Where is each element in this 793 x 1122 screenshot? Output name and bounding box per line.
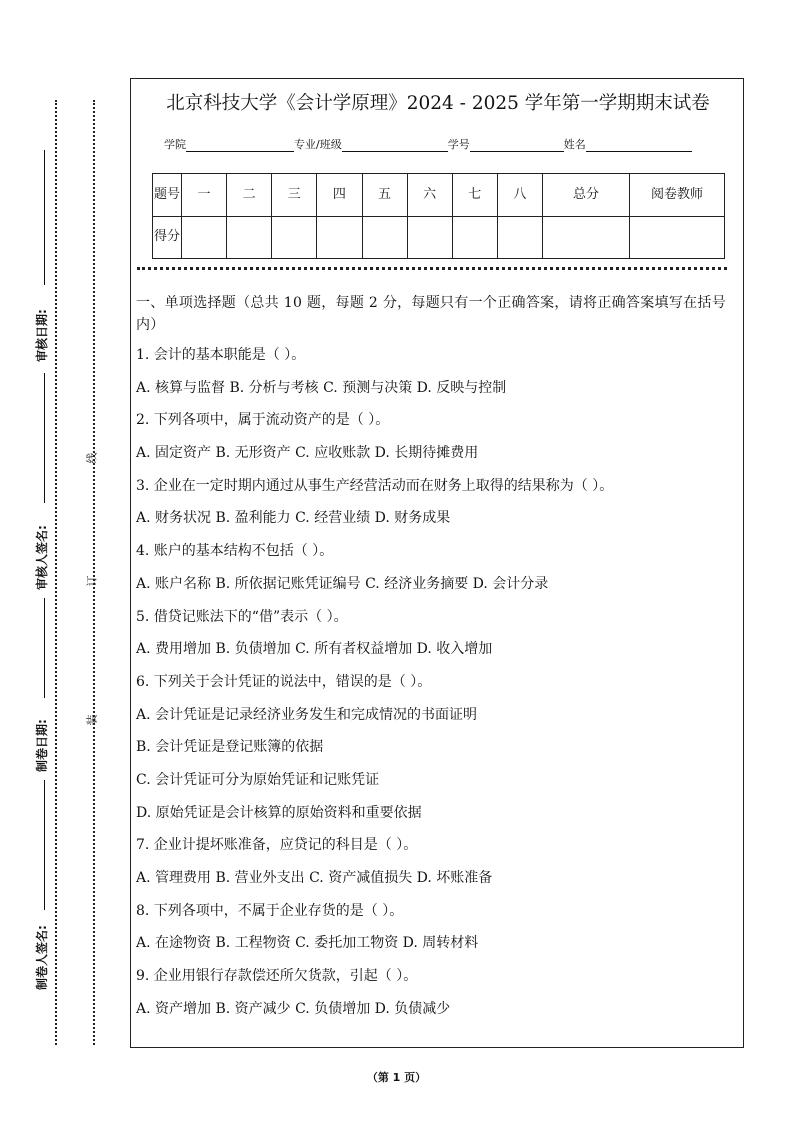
question-line: 4. 账户的基本结构不包括（ ）。 [136, 543, 334, 560]
preparer-signature-label: 制卷人签名: [35, 925, 49, 990]
binding-dotted-line-outer [55, 100, 57, 1045]
preparer-signature-line [44, 780, 45, 910]
question-line: 2. 下列各项中，属于流动资产的是（ ）。 [136, 412, 390, 429]
question-line: 6. 下列关于会计凭证的说法中，错误的是（ ）。 [136, 673, 432, 690]
score-input-6[interactable] [407, 216, 452, 259]
question-options: A. 固定资产 B. 无形资产 C. 应收账款 D. 长期待摊费用 [136, 445, 479, 462]
binding-char-line: 线 [85, 452, 99, 464]
student-info-row [164, 134, 692, 152]
score-cell-section-2: 二 [227, 174, 272, 217]
question-option: B. 会计凭证是登记账簿的依据 [136, 739, 324, 756]
question-options: A. 在途物资 B. 工程物资 C. 委托加工物资 D. 周转材料 [136, 935, 479, 952]
approver-signature-line [44, 373, 45, 503]
question-options: A. 账户名称 B. 所依据记账凭证编号 C. 经济业务摘要 D. 会计分录 [136, 575, 549, 592]
question-line: 8. 下列各项中，不属于企业存货的是（ ）。 [136, 902, 404, 919]
prepare-date-label: 制卷日期: [35, 719, 49, 772]
score-input-7[interactable] [452, 216, 497, 259]
score-cell-question-number: 题号 [153, 174, 182, 217]
question-line: 7. 企业计提坏账准备，应贷记的科目是（ ）。 [136, 837, 418, 854]
prepare-date-line [44, 598, 45, 698]
score-input-total[interactable] [543, 216, 630, 259]
question-options: A. 财务状况 B. 盈利能力 C. 经营业绩 D. 财务成果 [136, 510, 451, 527]
score-table-score-row [153, 216, 725, 259]
score-cell-grader: 阅卷教师 [630, 174, 725, 217]
binding-dotted-line-inner [93, 100, 95, 1045]
section-heading: 一、单项选择题（总共 10 题，每题 2 分，每题只有一个正确答案，请将正确答案填写在括号内） [136, 295, 727, 333]
score-cell-section-6: 六 [407, 174, 452, 217]
approver-signature-label: 审核人签名: [35, 525, 49, 590]
student-id-field[interactable] [470, 137, 564, 152]
question-option: D. 原始凭证是会计核算的原始资料和重要依据 [136, 804, 422, 821]
score-cell-section-7: 七 [452, 174, 497, 217]
page-number: （第 1 页） [366, 1071, 427, 1084]
section-divider [137, 267, 727, 270]
question-option: C. 会计凭证可分为原始凭证和记账凭证 [136, 771, 380, 788]
major-label: 专业/班级 [294, 138, 342, 151]
question-section [136, 292, 741, 1031]
approval-date-label: 审核日期: [35, 309, 49, 362]
score-cell-total: 总分 [543, 174, 630, 217]
score-cell-section-4: 四 [317, 174, 362, 217]
college-field[interactable] [186, 137, 294, 152]
binding-char-bind: 装 [85, 714, 99, 726]
score-input-3[interactable] [272, 216, 317, 259]
score-input-1[interactable] [182, 216, 227, 259]
score-input-2[interactable] [227, 216, 272, 259]
question-line: 5. 借贷记账法下的“借”表示（ ）。 [136, 608, 348, 625]
name-label: 姓名 [563, 138, 586, 151]
college-label: 学院 [164, 138, 186, 151]
major-field[interactable] [342, 137, 448, 152]
score-cell-section-5: 五 [362, 174, 407, 217]
question-option: A. 会计凭证是记录经济业务发生和完成情况的书面证明 [136, 706, 478, 723]
question-options: A. 管理费用 B. 营业外支出 C. 资产减值损失 D. 坏账准备 [136, 870, 493, 886]
name-field[interactable] [586, 137, 692, 152]
score-cell-section-1: 一 [182, 174, 227, 217]
question-options: A. 费用增加 B. 负债增加 C. 所有者权益增加 D. 收入增加 [136, 641, 493, 658]
question-line: 1. 会计的基本职能是（ ）。 [136, 347, 306, 363]
score-table-header-row [153, 174, 725, 217]
score-cell-section-3: 三 [272, 174, 317, 217]
page-title: 北京科技大学《会计学原理》2024 - 2025 学年第一学期期末试卷 [166, 93, 710, 114]
student-id-label: 学号 [447, 138, 470, 151]
approval-date-line [44, 150, 45, 285]
question-line: 3. 企业在一定时期内通过从事生产经营活动而在财务上取得的结果称为（ ）。 [136, 477, 614, 494]
score-cell-section-8: 八 [497, 174, 542, 217]
binding-char-order: 订 [85, 575, 99, 587]
score-input-grader[interactable] [630, 216, 725, 259]
score-input-4[interactable] [317, 216, 362, 259]
question-options: A. 资产增加 B. 资产减少 C. 负债增加 D. 负债减少 [136, 1000, 451, 1017]
score-input-5[interactable] [362, 216, 407, 259]
score-input-8[interactable] [497, 216, 542, 259]
question-line: 9. 企业用银行存款偿还所欠货款，引起（ ）。 [136, 968, 418, 985]
question-options: A. 核算与监督 B. 分析与考核 C. 预测与决策 D. 反映与控制 [136, 379, 507, 396]
score-row-label: 得分 [153, 216, 182, 259]
exam-frame [130, 78, 744, 1048]
score-table [152, 173, 725, 259]
